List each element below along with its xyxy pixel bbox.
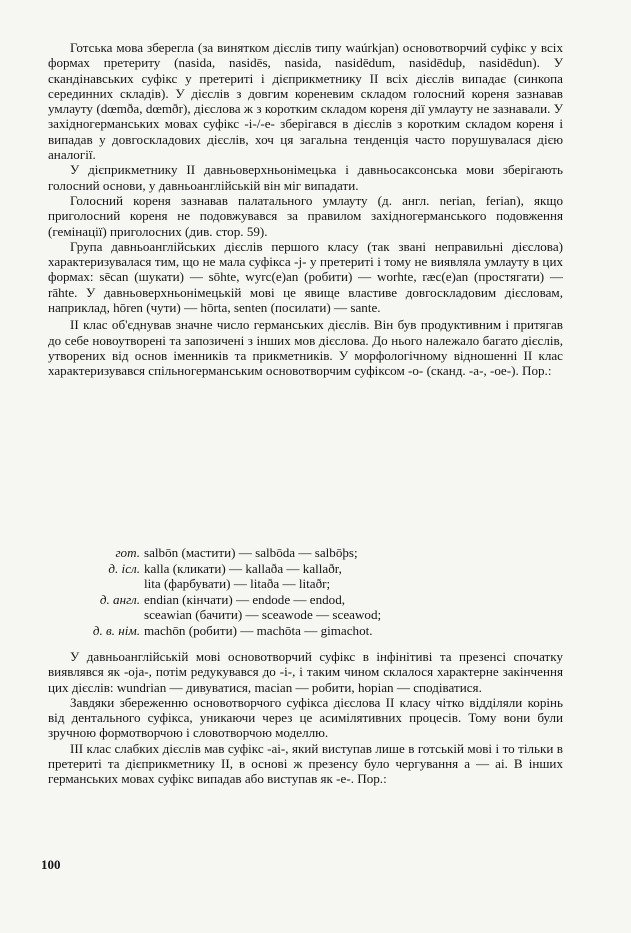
example-language bbox=[48, 576, 144, 592]
example-forms: lita (фарбувати) — litaða — litaðr; bbox=[144, 576, 331, 591]
paragraph-old-english-suffix: У давньоанглійській мові основотворчий суфікс в інфінітиві та презенсі спочатку виявлявся як -oja-, потім редукувався до -i-, і таким чином склалося характерне закінчення цих дієслів: wundrian — дивуватися, macian — робити, hopian — сподіватися. bbox=[48, 649, 563, 695]
paragraph-class-ii: II клас об'єднував значне число германських дієслів. Він був продуктивним і притягав до себе новоутворені та запозичені з інших мов дієслова. До нього належало багато дієслів, утворених від основ іменників та прикметників. У морфологічному відношенні II клас характеризувався спільногерманським основотворчим суфіксом -o- (сканд. -a-, -oe-). Пор.: bbox=[48, 317, 563, 379]
paragraph-umlaut: Голосний кореня зазнавав палатального умлауту (д. англ. nerian, ferian), якщо приголосний кореня не подовжувався за правилом західногерманського подовження (гемінації) приголосних (див. стор. 59). bbox=[48, 192, 563, 239]
example-forms: endian (кінчати) — endode — endod, bbox=[144, 591, 346, 607]
paragraph-participle-ii: У дієприкметнику II давньоверхньонімецька і давньосаксонська мови зберігають голосний основи, у давньоанглійській він міг випадати. bbox=[48, 162, 563, 193]
example-forms: machōn (робити) — machōta — gimachot. bbox=[144, 622, 373, 638]
paragraph-irregular-verbs: Група давньоанглійських дієслів першого класу (так звані неправильні дієслова) характеризувалася тим, що не мала суфікса -j- у претериті і тому не виявляла умлауту в цих формах: sēcan (шукати) — sōhte, wyrc(e)an (робити) — worhte, ræc(e)an (простягати) — rāhte. У давньоверхньонімецькій мові це явище властиве довгоскладовим дієсловам, наприклад, hōren (чути) — hōrta, senten (посилати) — sante. bbox=[48, 238, 563, 316]
paragraph-class-iii: III клас слабких дієслів мав суфікс -ai-, який виступав лише в готській мові і то тільки в претериті та дієприкметнику II, в основі ж презенсу було чергування a — ai. В інших германських мовах суфікс випадав або виступав як -e-. Пор.: bbox=[48, 740, 563, 787]
example-row bbox=[48, 576, 563, 592]
example-row bbox=[48, 545, 563, 561]
example-forms: kalla (кликати) — kallaða — kallaðr, bbox=[144, 560, 342, 576]
example-row bbox=[48, 592, 563, 608]
page-number: 100 bbox=[41, 857, 61, 872]
example-row bbox=[48, 561, 563, 577]
verb-examples bbox=[48, 545, 563, 638]
paragraph-gothic-suffix: Готська мова зберегла (за винятком дієслів типу waúrkjan) основотворчий суфікс у всіх формах претериту (nasida, nasidēs, nasida, nasidēdum, nasidēduþ, nasidēdun). У скандінавських суфікс у претериті і дієприкметнику II всіх дієслів випадає (синкопа серединних складів). У дієслів з довгим кореневим складом голосний кореня зазнавав умлауту (dœmða, dœmðr), дієслова ж з коротким складом кореня дії умлауту не зазнавали. У західногерманських мовах суфікс -i-/-e- зберігався в дієслів з коротким складом кореня і випадав у довгоскладових дієслів, хоч ця загальна тенденція часто порушувалася дією аналогії. bbox=[48, 40, 563, 163]
body-text-top bbox=[48, 40, 563, 379]
example-forms: salbōn (мастити) — salbōda — salbōþs; bbox=[144, 545, 358, 560]
example-forms: sceawian (бачити) — sceawode — sceawod; bbox=[144, 607, 382, 622]
example-language: д. в. нім. bbox=[92, 622, 140, 638]
example-language bbox=[48, 607, 144, 623]
example-language: гот. bbox=[115, 545, 140, 560]
example-language: д. англ. bbox=[99, 591, 140, 607]
example-language: д. ісл. bbox=[108, 560, 140, 576]
example-row bbox=[48, 607, 563, 623]
paragraph-class-ii-model: Завдяки збереженню основотворчого суфікса дієслова II класу чітко відділяли корінь від дентального суфікса, уникаючи через це асимілятивних процесів. Тому вони були зручною формотворчою і словотворчою моделлю. bbox=[48, 694, 563, 741]
example-row bbox=[48, 623, 563, 639]
body-text-bottom bbox=[48, 649, 563, 787]
